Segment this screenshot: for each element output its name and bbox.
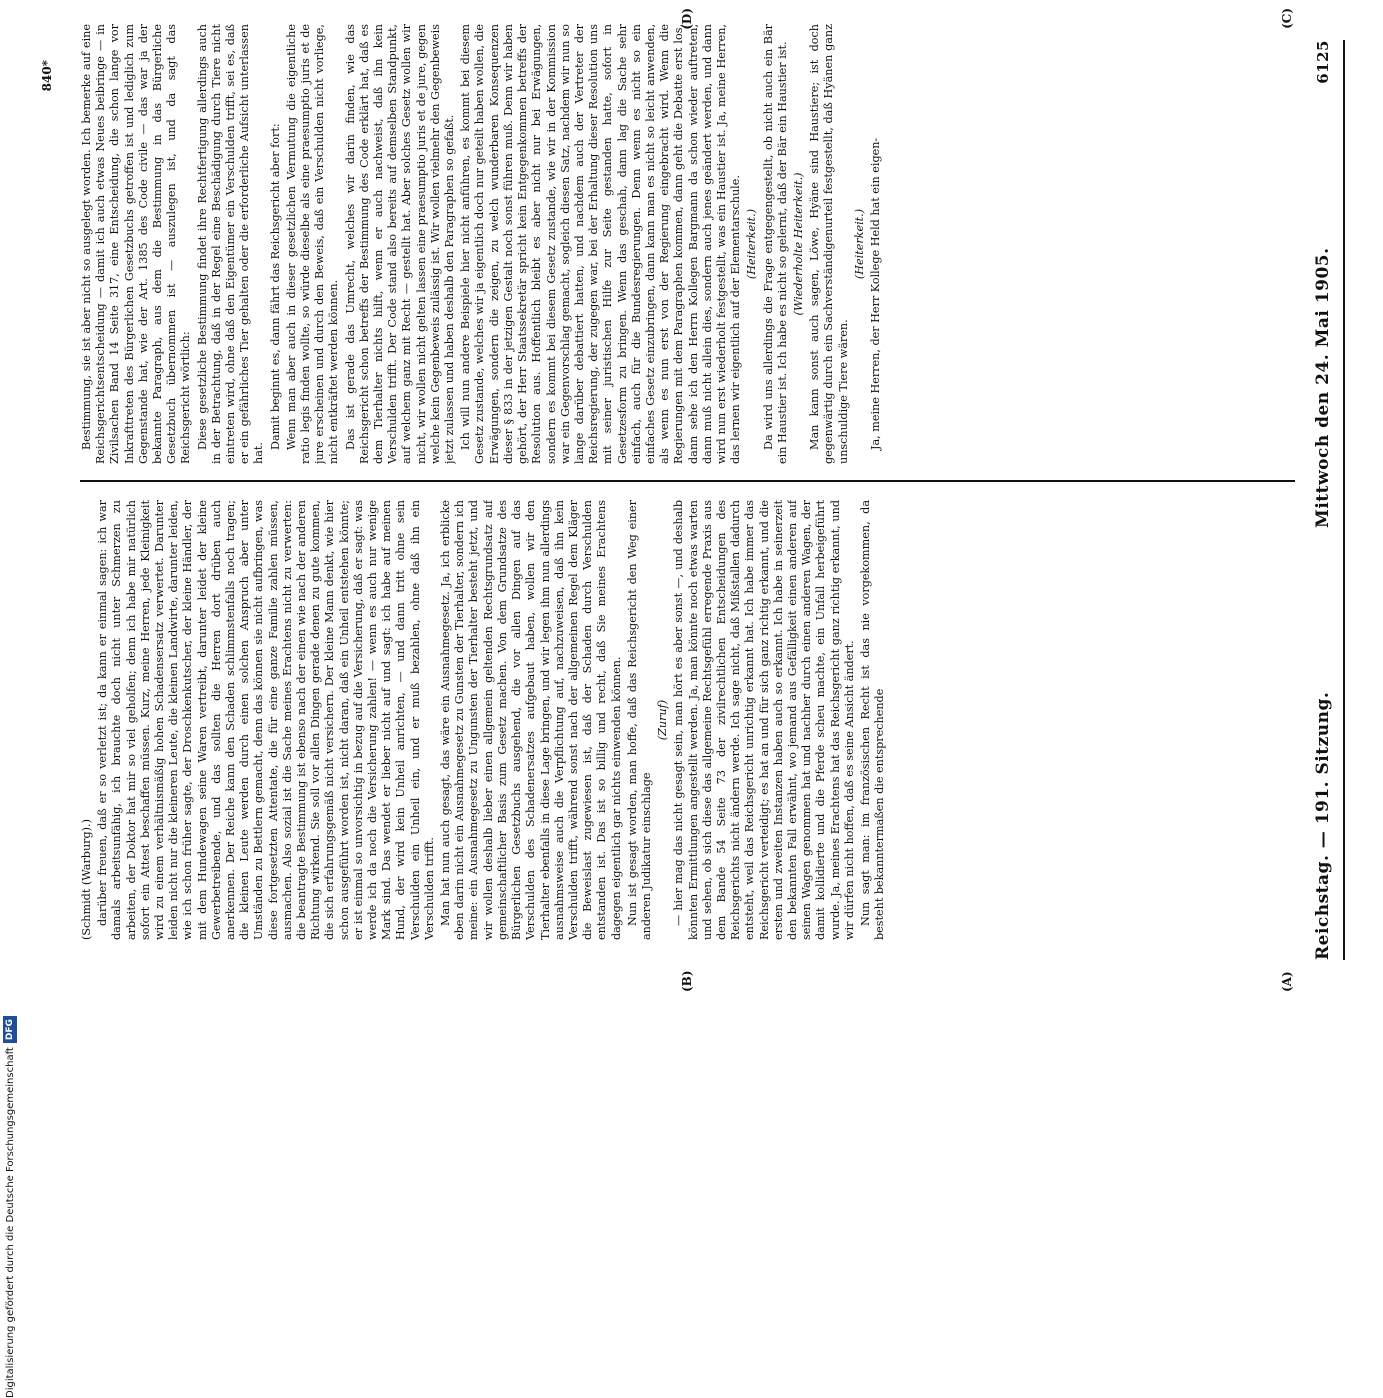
left-paragraph: — hier mag das nicht gesagt sein, man hört es aber sonst —, und deshalb könnten Ermittlungen angestellt werden. Ja, man könnte noch etwas warten und sehen, ob sich diese das allgemeine Rechtsgefühl erregende Praxis aus dem Bande 54 Seite 73 der zivilrechtlichen Entscheidungen des Reichsgerichts nicht ändern werde. Ich sage nicht, daß Mißstallen dadurch entsteht, weil das Reichsgericht unrichtig erkannt hat. Ich habe immer das Reichsgericht verteidigt; es hat an und für sich ganz richtig erkannt, und die ersten und zweiten Instanzen haben auch so erkannt. Ich habe in seinerzeit den bekannten Fall erwähnt, wo jemand aus Gefälligkeit einen anderen auf seinen Wagen genommen hat und nachher durch einen anderen Wagen, der damit kollidierte und die Pferde scheu machte, ein Unfall herbeigeführt wurde. Ja, meines Erachtens hat das Reichsgericht ganz richtig erkannt, und wir dürfen nicht hoffen, daß es seine Ansicht ändert. [672,500,856,940]
sheet-number: 840* [40,60,54,92]
left-paragraph: Nun sagt man: im französischen Recht ist das nie vorgekommen, da besteht bekanntermaßen die entsprechende [858,500,887,940]
interjection: (Heiterkeit.) [852,208,866,280]
margin-mark-b: (B) [680,970,694,992]
right-paragraph: Das ist gerade das Umrecht, welches wir darin finden, wie das Reichsgericht schon betreffs der Bestimmung des Code erklärt hat, daß es dem Tierhalter nichts hilft, wenn er auch nachweist, daß ihn kein Verschulden trifft. Der Code stand also bereits auf demselben Standpunkt, auf welchem ganz mit Recht — gestellt hat. Aber solches Gesetz wollen wir nicht, wir wollen nicht gelten lassen eine praesumptio juris et de jure, gegen welche kein Gegenbeweis zulässig ist. Wir wollen vielmehr den Gegenbeweis jetzt zulassen und haben deshalb den Paragraphen so gefaßt. [343,24,457,464]
header-right-text: Mittwoch den 24. Mai 1905. [1313,247,1333,528]
digitization-credit [2,574,18,1398]
interjection: (Wiederholte Heiterkeit.) [791,172,805,316]
right-paragraph: Man kann sonst auch sagen, Löwe, Hyäne sind Haustiere; ist doch gegenwärtig durch ein Sachverständigenurteil festgestellt, daß Hyänen ganz unschuldige Tiere wären. [808,24,850,464]
right-paragraph: Da wird uns allerdings die Frage entgegengestellt, ob nicht auch ein Bär ein Haustier ist. Ich habe es nicht so gelernt, daß der Bär ein Haustier ist. [761,24,789,464]
left-paragraph: Man hat nun auch gesagt, das wäre ein Ausnahmegesetz. Ja, ich erblicke eben darin nicht ein Ausnahmegesetz zu Gunsten der Tierhalter, sondern ich meine: ein Ausnahmegesetz zu Ungunsten der Tierhalter besteht jetzt, und wir wollen deshalb lieber einen allgemein geltenden Rechtsgrundsatz auf gemeinschaftlicher Basis zum Gesetz machen. Von dem Grundsatze des Bürgerlichen Gesetzbuchs ausgehend, die vor allen Dingen auf das Verschulden des Schadenersatzes aufgebaut haben, wollen wir den Tierhalter ebenfalls in diese Lage bringen, und wir legen ihm nun allerdings ausnahmsweise auch die Verpflichtung auf, nachzuweisen, daß ihn kein Verschulden trifft, während sonst nach der allgemeinen Regel dem Kläger die Beweislast zugewiesen ist, daß der Schaden durch Verschulden entstanden ist. Das ist so billig und recht, daß Sie meines Erachtens dagegen eigentlich gar nichts einwenden können. [439,500,623,940]
interjection: (Zuruf) [656,699,670,741]
left-paragraph: Nun ist gesagt worden, man hoffe, daß das Reichsgericht den Weg einer anderen Judikatur einschlage [625,500,653,940]
page-number: 6125 [1314,40,1332,84]
right-paragraph: Bestimmung, sie ist aber nicht so ausgelegt worden. Ich bemerke auf eine Reichsgerichtsentscheidung — damit ich auch etwas Neues beibringe — in Zivilsachen Band 14 Seite 317, eine Entscheidung, die schon lange vor Inkrafttreten des Bürgerlichen Gesetzbuchs getroffen ist und lediglich zum Gegenstande hat, wie der Art. 1385 des Code civile — das war ja der bekannte Paragraph, aus dem die Bestimmung in das Bürgerliche Gesetzbuch übernommen ist — auszulegen ist, und da sagt das Reichsgericht wörtlich: [80,24,193,464]
speaker-label: (Schmidt (Warburg).) [80,819,93,940]
margin-mark-c: (C) [1280,8,1294,29]
right-paragraph: Damit beginnt es, dann fährt das Reichsgericht aber fort: [268,123,282,450]
quotation: Wenn man aber auch in dieser gesetzlichen Vermutung die eigentliche ratio legis finden wollte, so würde dieselbe als eine praesumptio juris et de jure erscheinen und durch den Beweis, daß ein Verschulden nicht vorliege, nicht entkräftet werden können. [284,24,341,464]
margin-mark-d: (D) [680,8,694,30]
header-left-text: Reichstag. — 191. Sitzung. [1313,691,1333,960]
quotation: Diese gesetzliche Bestimmung findet ihre Rechtfertigung allerdings auch in der Betrachtung, daß in der Regel eine Beschädigung durch Tiere nicht eintreten wird, ohne daß den Eigentümer ein Verschulden trifft, sei es, daß er ein gefährliches Tier gehalten oder die erforderliche Aufsicht unterlassen hat. [195,24,266,464]
margin-mark-a: (A) [1280,971,1294,992]
dfg-logo: DFG [3,1016,17,1043]
column-divider [80,480,1295,482]
right-paragraph: Ich will nun andere Beispiele hier nicht anführen, es kommt bei diesem Gesetz zustande, welches wir ja eigentlich doch nur geteilt haben wollen, die Erwägungen, sondern die zeigen, zu welch wunderbaren Konsequenzen dieser § 833 in der jetzigen Gestalt noch sonst führen muß. Denn wir haben gehört, der Herr Staatssekretär spricht kein Entgegenkommen betreffs der Resolution aus. Hoffentlich bleibt es aber nicht nur bei Erwägungen, sondern es kommt bei diesem Gesetz zustande, wie wir in der Kommission war ein Gegenvorschlag gemacht, sogleich diesen Satz, nachdem wir nun so lange darüber debattiert hatten, und nachdem auch der Vertreter der Reichsregierung, der zugegen war, bei der Erhaltung dieser Resolution uns mit seiner juristischen Hilfe zur Seite gestanden hatte, sofort in Gesetzesform zu bringen. Wenn das geschah, dann lag die Sache sehr einfach, auch für die Bundesregierungen. Denn wenn es nicht so ein einfaches Gesetz einzubringen, dann kann man es nicht so leicht anwenden, als wenn es nun erst von der Regierung eingebracht wird. Wenn die Regierungen mit dem Paragraphen kommen, dann geht die Debatte erst los, dann sehe ich den Herrn Kollegen Bargmann da schon wieder auftreten, dann muß nicht allein dies, sondern auch jenes geändert werden, und dann wird nun erst wiederholt festgestellt, was ein Haustier ist. Ja, meine Herren, das lernen wir eigentlich auf der Elementarschule. [459,24,743,464]
text-columns [80,24,1295,960]
left-column [80,500,1295,940]
right-column [80,24,1295,464]
interjection: (Heiterkeit.) [745,208,759,280]
credit-text: Digitalisierung gefördert durch die Deutsche Forschungsgemeinschaft [4,1047,16,1398]
left-paragraph: darüber freuen, daß er so verletzt ist; da kann er einmal sagen: ich war damals arbeitsunfähig, ich brauchte doch nicht unter Schmerzen zu arbeiten, der Doktor hat mir so viel geholfen; denn ich habe mir natürlich sofort ein Attest beschaffen müssen. Kurz, meine Herren, jede Kleinigkeit wird zu einem verhältnismäßig hohen Schadensersatz verwertet. Darunter leiden nicht nur die kleineren Leute, die kleinen Landwirte, darunter leiden, wie ich schon früher sagte, der Droschkenkutscher, der kleine Händler, der mit dem Hundewagen seine Waren vertreibt, darunter leidet der kleine Gewerbetreibende, und das sollten die Herren dort drüben auch anerkennen. Der Reiche kann den Schaden schlimmstenfalls noch tragen; die kleinen Leute werden durch einen solchen Anspruch aber unter Umständen zu Bettlern gemacht, denn das können sie nicht aufbringen, was diese fortgesetzten Attentate, die für eine ganze Familie zahlen müssen, ausmachen. Also sozial ist die Sache meines Erachtens nicht zu verwerten: die beantragte Bestimmung ist ebenso nach der einen wie nach der anderen Richtung wirkend. Sie soll vor allen Dingen gerade denen zu gute kommen, die sich erfahrungsgemäß nicht versichern. Der kleine Mann denkt, wie hier schon ausgeführt worden ist, nicht daran, daß ein Unheil entstehen könnte; er ist einmal so unvorsichtig in bezug auf die Versicherung, daß er sagt: was werde ich da noch die Versicherung zahlen! — wenn es auch nur wenige Mark sind. Das wendet er lieber nicht auf und sagt: ich habe auf meinen Hund, der wird kein Unheil anrichten, — und dann tritt ohne sein Verschulden ein Unheil ein, und er muß bezahlen, ohne daß ihn ein Verschulden trifft. [96,500,436,940]
page-header [1303,40,1345,960]
right-paragraph: Ja, meine Herren, der Herr Kollege Held hat ein eigen- [868,137,882,450]
